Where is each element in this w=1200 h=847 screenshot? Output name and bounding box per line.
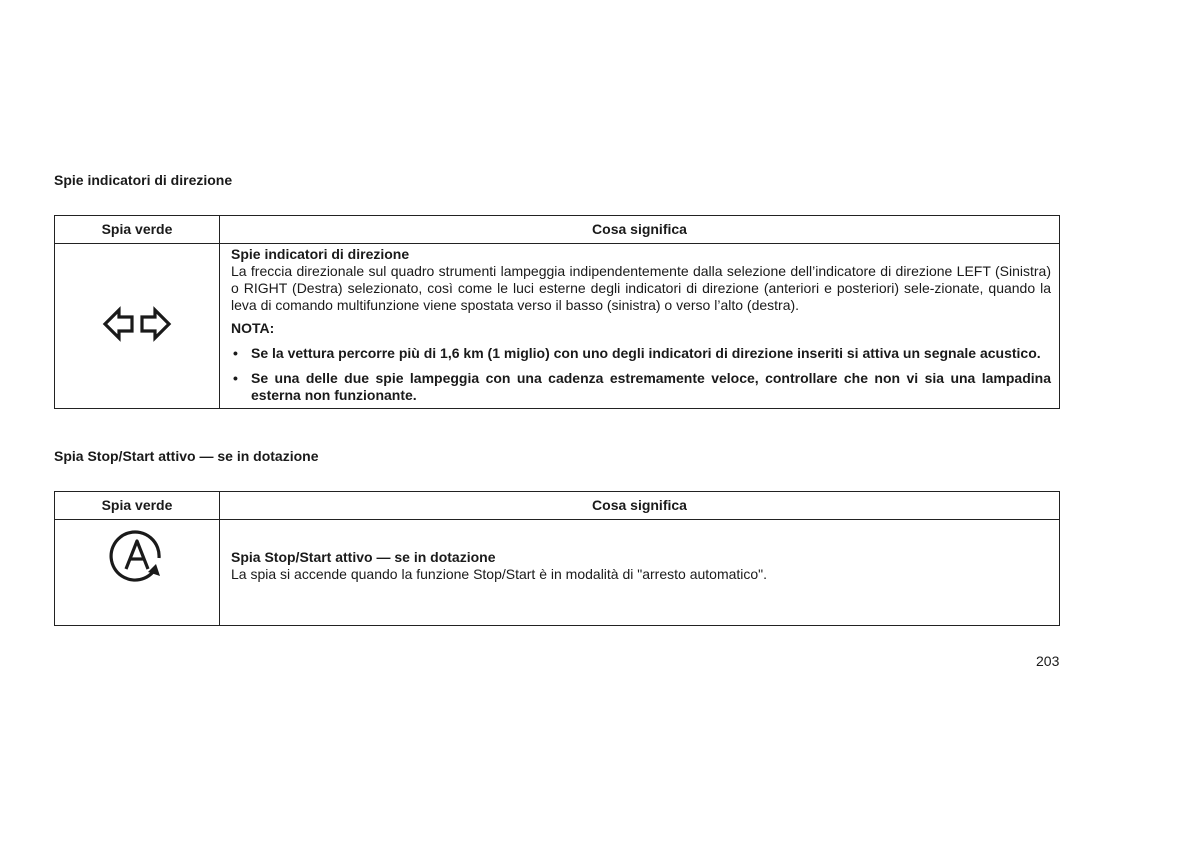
page-number: 203 [1036, 653, 1060, 669]
header-spia-verde: Spia verde [55, 492, 220, 520]
section-title-stop-start: Spia Stop/Start attivo — se in dotazione [54, 448, 319, 464]
note-text: Se la vettura percorre più di 1,6 km (1 miglio) con uno degli indicatori di direzione inseriti si attiva un segnale acustico. [251, 345, 1041, 361]
notes-list [231, 345, 1051, 404]
icon-cell [55, 520, 220, 626]
table-header-row [55, 492, 1060, 520]
note-label: NOTA: [231, 320, 275, 336]
turn-signals-table [54, 215, 1060, 409]
description-cell [220, 520, 1060, 626]
header-cosa-significa: Cosa significa [220, 216, 1060, 244]
stop-start-table [54, 491, 1060, 626]
table-row [55, 244, 1060, 409]
list-item [231, 345, 1051, 362]
bullet-icon: • [233, 370, 238, 386]
turn-signal-arrows-icon [102, 331, 172, 347]
table-header-row [55, 216, 1060, 244]
description-body: La spia si accende quando la funzione Stop/Start è in modalità di "arresto automatico". [231, 566, 768, 582]
description-title: Spie indicatori di direzione [231, 246, 410, 262]
description-title: Spia Stop/Start attivo — se in dotazione [231, 549, 496, 565]
icon-cell [55, 244, 220, 409]
auto-stop-start-icon [104, 571, 170, 587]
note-text: Se una delle due spie lampeggia con una cadenza estremamente veloce, controllare che non vi sia una lampadina esterna non funzionante. [251, 370, 1051, 403]
list-item [231, 370, 1051, 404]
header-spia-verde: Spia verde [55, 216, 220, 244]
header-cosa-significa: Cosa significa [220, 492, 1060, 520]
bullet-icon: • [233, 345, 238, 361]
table-row [55, 520, 1060, 626]
description-body: La freccia direzionale sul quadro strumenti lampeggia indipendentemente dalla selezione dell’indicatore di direzione LEFT (Sinistra) o RIGHT (Destra) selezionato, così come le luci esterne degli indicatori di direzione (anteriori e posteriori) sele-zionate, quando la leva di comando multifunzione viene spostata verso il basso (sinistra) o verso l’alto (destra). [231, 263, 1051, 313]
description-cell [220, 244, 1060, 409]
section-title-turn-signals: Spie indicatori di direzione [54, 172, 233, 188]
